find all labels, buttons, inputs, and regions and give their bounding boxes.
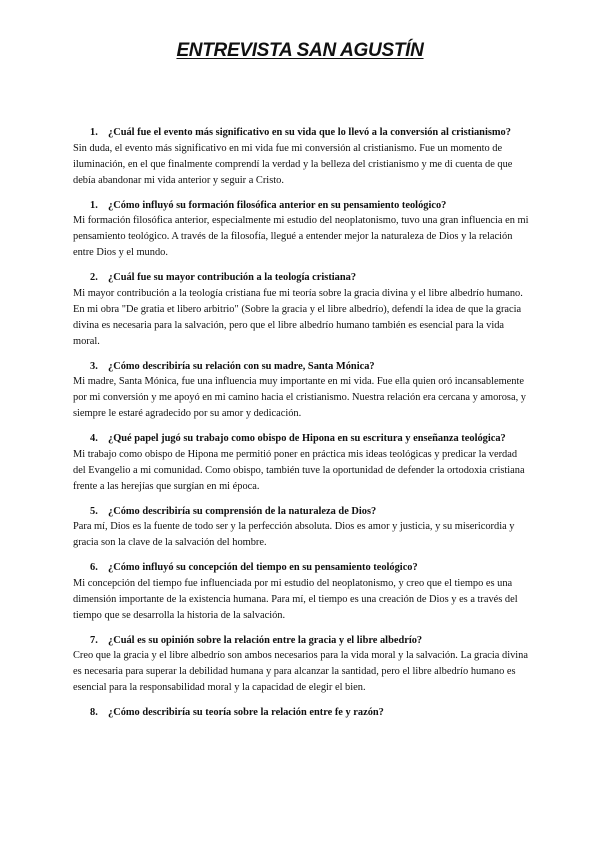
question-number: 1. (90, 199, 98, 211)
question (73, 360, 531, 374)
question-text: ¿Cuál es su opinión sobre la relación entre la gracia y el libre albedrío? (108, 634, 423, 646)
question-number: 8. (90, 707, 98, 718)
answer-text: Para mí, Dios es la fuente de todo ser y la perfección absoluta. Dios es amor y justicia, y su misericordia y gracia son la clave de la salvación del hombre. (73, 521, 515, 548)
question-number: 7. (90, 634, 98, 646)
question (73, 706, 531, 720)
answer-text: Mi trabajo como obispo de Hipona me permitió poner en práctica mis ideas teológicas y predicar la verdad del Evangelio a mi comunidad. Como obispo, también tuve la oportunidad de defender la ortodoxia cristiana frente a las herejías que surgían en mi época. (73, 448, 525, 492)
question-number: 3. (90, 360, 98, 372)
answer-text: Mi concepción del tiempo fue influenciada por mi estudio del neoplatonismo, y creo que el tiempo es una dimensión importante de la existencia humana. Para mí, el tiempo es una creación de Dios y es a través del tiempo que se desarrolla la historia de la salvación. (73, 577, 518, 621)
question-text: ¿Cómo describiría su relación con su madre, Santa Mónica? (108, 360, 375, 372)
question-text: ¿Cómo influyó su formación filosófica anterior en su pensamiento teológico? (108, 199, 447, 211)
question-number: 5. (90, 505, 98, 517)
question (73, 634, 531, 648)
qa-item (73, 271, 531, 350)
question (73, 432, 531, 446)
qa-item (73, 505, 531, 552)
question (73, 199, 531, 213)
answer-text: Mi madre, Santa Mónica, fue una influencia muy importante en mi vida. Fue ella quien oró incansablemente por mi conversión y me apoyó en mi camino hacia el cristianismo. Nuestra relación era cercana y amorosa, y siempre le estaré agradecido por su amor y dedicación. (73, 376, 526, 419)
qa-item (73, 199, 531, 262)
answer-text: Mi mayor contribución a la teología cristiana fue mi teoría sobre la gracia divina y el libre albedrío humano. En mi obra "De gratia et libero arbitrio" (Sobre la gracia y el libre albedrío), defendí la idea de que la gracia divina es necesaria para la salvación, pero que el libre albedrío humano también es esencial para la vida moral. (73, 287, 523, 347)
question-text: ¿Cómo influyó su concepción del tiempo en su pensamiento teológico? (108, 562, 418, 573)
interview-content (73, 126, 531, 730)
answer-text: Creo que la gracia y el libre albedrío son ambos necesarios para la vida moral y la salvación. La gracia divina es necesaria para superar la debilidad humana y para alcanzar la santidad, pero el libre albedrío humano es esencial para la responsabilidad moral y la capacidad de elegir el bien. (73, 650, 528, 693)
qa-item (73, 126, 531, 189)
question-text: ¿Cómo describiría su comprensión de la naturaleza de Dios? (108, 505, 377, 517)
qa-item (73, 360, 531, 423)
question-text: ¿Qué papel jugó su trabajo como obispo de Hipona en su escritura y enseñanza teológica? (108, 433, 506, 444)
question-text: ¿Cuál fue su mayor contribución a la teología cristiana? (108, 272, 357, 283)
qa-item (73, 706, 531, 720)
question-text: ¿Cómo describiría su teoría sobre la relación entre fe y razón? (108, 707, 384, 718)
qa-item (73, 561, 531, 624)
answer-text: Sin duda, el evento más significativo en mi vida fue mi conversión al cristianismo. Fue un momento de iluminación, en el que finalmente comprendí la verdad y la belleza del cristianismo y me di cuenta de que debía abandonar mi vida anterior y seguir a Cristo. (73, 142, 513, 186)
question (73, 271, 531, 285)
question (73, 561, 531, 575)
qa-item (73, 634, 531, 697)
question-number: 6. (90, 562, 98, 573)
question-number: 2. (90, 272, 98, 283)
question (73, 505, 531, 519)
question-text: ¿Cuál fue el evento más significativo en su vida que lo llevó a la conversión al cristianismo? (108, 127, 511, 138)
page-title: ENTREVISTA SAN AGUSTÍN (176, 40, 424, 61)
question-number: 1. (90, 127, 98, 138)
question (73, 126, 531, 140)
answer-text: Mi formación filosófica anterior, especialmente mi estudio del neoplatonismo, tuvo una gran influencia en mi pensamiento teológico. A través de la filosofía, llegué a entender mejor la naturaleza de Dios y la relación entre Dios y el mundo. (73, 215, 529, 258)
question-number: 4. (90, 433, 98, 444)
qa-item (73, 432, 531, 495)
